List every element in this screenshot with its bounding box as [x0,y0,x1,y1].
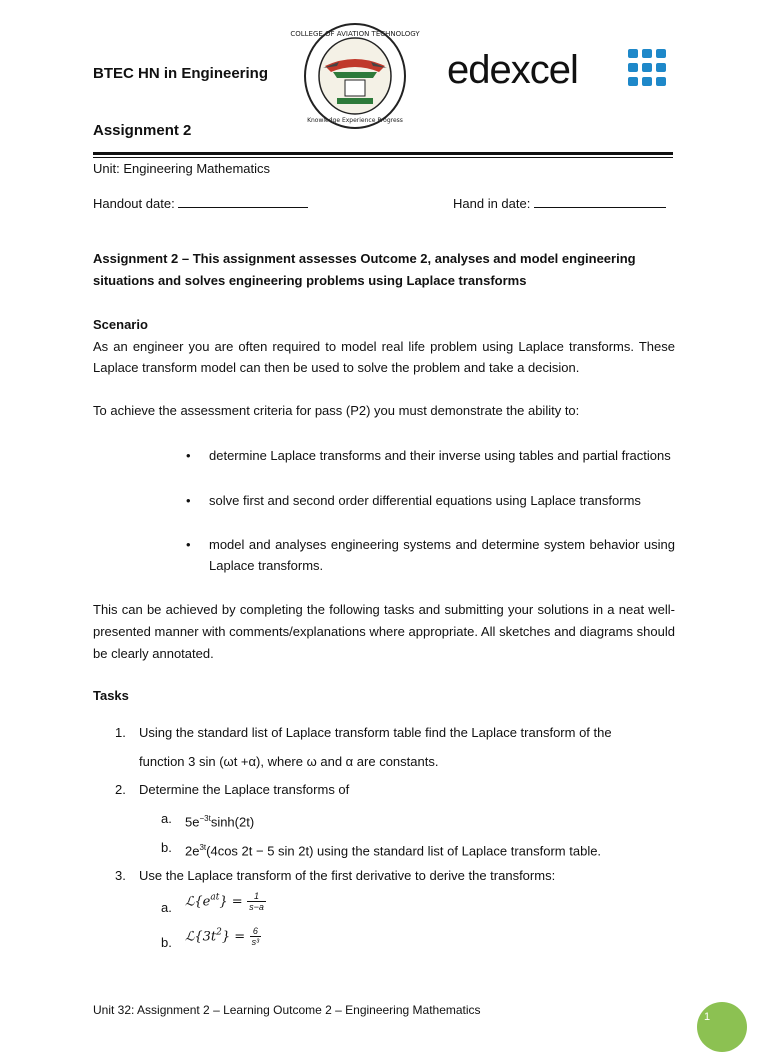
subtask-label: b. [161,935,172,950]
fraction: $\frac{1}{s-a}$ [249,891,264,912]
edexcel-dots-icon [626,47,668,94]
subtask-label: a. [161,811,172,826]
achieve-text: This can be achieved by completing the following tasks and submitting your solutions in a neat well-presented manner with comments/explanations where appropriate. All sketches and diagrams should be clearly annotated. [93,602,675,661]
page-footer: Unit 32: Assignment 2 – Learning Outcome 2 – Engineering Mathematics [93,1003,481,1017]
task-number: 2. [115,782,126,797]
task-3-text: Use the Laplace transform of the first derivative to derive the transforms: [139,868,556,883]
subtask-label: a. [161,900,172,915]
task-number: 1. [115,725,126,740]
handout-date-field [178,193,308,208]
subtask-label: b. [161,840,172,855]
task-2b-expression: $2e^{3t}(4\cos$ 2t − 5 sin 2t) using the standard list of Laplace transform table. [185,843,602,859]
scenario-heading: Scenario [93,317,148,332]
task-3a-formula: $ℒ\{e^{at}\}$ = $\frac{1}{s-a}$ [185,891,264,912]
task-2-text: Determine the Laplace transforms of [139,782,350,797]
edexcel-logo-text: edexcel [447,48,578,92]
bullet-dot: • [186,493,191,508]
task-1-line-2: function 3 sin (ωt +α), where ω and α are constants. [139,754,439,769]
handin-label: Hand in date: [453,196,531,211]
criteria-text: To achieve the assessment criteria for pass (P2) you must demonstrate the ability to: [93,403,580,418]
bullet-item: determine Laplace transforms and their inverse using tables and partial fractions [209,448,671,463]
assignment-title: Assignment 2 [93,122,192,139]
program-title: BTEC HN in Engineering [93,65,269,82]
handin-date-field [534,193,666,208]
task-number: 3. [115,868,126,883]
assignment-intro: Assignment 2 – This assignment assesses Outcome 2, analyses and model engineering situations and solves engineering problems using Laplace transforms [93,251,636,288]
task-1-line-1: Using the standard list of Laplace transform table find the Laplace transform of the [139,725,612,740]
bullet-dot: • [186,537,191,552]
unit-line: Unit: Engineering Mathematics [93,161,271,176]
fraction: $\frac{6}{\text{s³}}$ [251,926,260,947]
page-number-badge [697,1002,747,1052]
tasks-heading: Tasks [93,688,129,703]
handout-date [93,193,308,214]
page-number: 1 [704,1011,711,1023]
bullet-dot: • [186,448,191,463]
logo-motto: Knowledge Experience Progress [307,117,403,124]
task-2a-expression: $5e^{-3t}\sinh(2t)$ [185,814,255,830]
header-divider-thick [93,152,673,155]
handout-label: Handout date: [93,196,175,211]
task-3b-formula: $ℒ\{3t^2\}$ = $\frac{6}{\text{s³}}$ [185,926,260,947]
bullet-item: model and analyses engineering systems and determine system behavior using Laplace transforms. [209,537,675,573]
college-logo [290,22,420,135]
logo-ring-text: COLLEGE OF AVIATION TECHNOLOGY [290,30,420,38]
bullet-item: solve first and second order differential equations using Laplace transforms [209,493,641,508]
handin-date [453,193,666,214]
scenario-text: As an engineer you are often required to model real life problem using Laplace transforms. These Laplace transform model can then be used to solve the problem and take a decision. [93,339,675,375]
